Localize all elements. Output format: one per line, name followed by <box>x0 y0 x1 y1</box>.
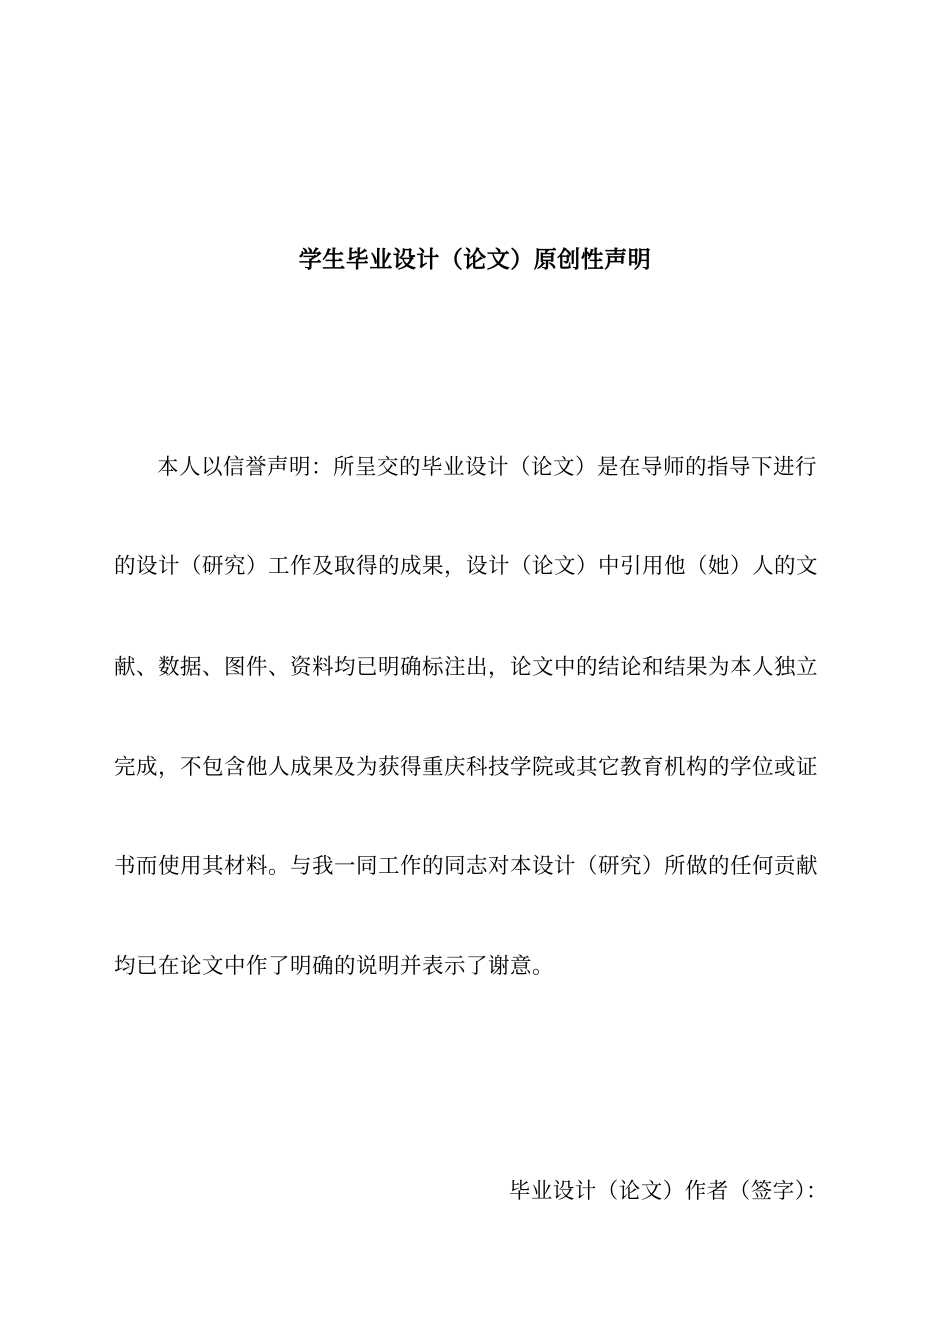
statement-line-2: 的设计（研究）工作及取得的成果，设计（论文）中引用他（她）人的文 <box>114 554 819 579</box>
signature-label: 毕业设计（论文）作者（签字）： <box>508 1179 828 1204</box>
statement-line-3: 献、数据、图件、资料均已明确标注出，论文中的结论和结果为本人独立 <box>114 655 819 680</box>
statement-line-4: 完成，不包含他人成果及为获得重庆科技学院或其它教育机构的学位或证 <box>114 755 819 780</box>
statement-line-1: 本人以信誉声明：所呈交的毕业设计（论文）是在导师的指导下进行 <box>157 455 818 480</box>
statement-line-6: 均已在论文中作了明确的说明并表示了谢意。 <box>114 954 555 979</box>
page-title: 学生毕业设计（论文）原创性声明 <box>298 247 652 273</box>
statement-line-5: 书而使用其材料。与我一同工作的同志对本设计（研究）所做的任何贡献 <box>114 854 819 879</box>
